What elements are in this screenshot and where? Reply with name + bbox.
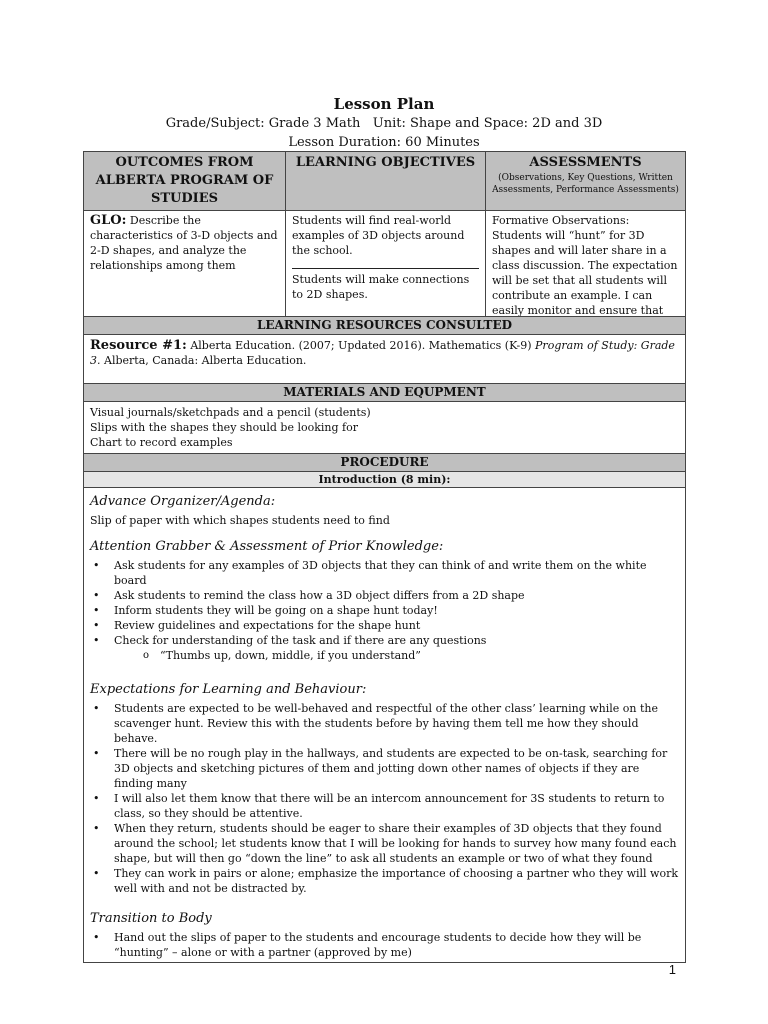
list-item: • They can work in pairs or alone; emphasize the importance of choosing a partner who they will work well with and not be distracted by. — [90, 866, 679, 896]
list-item: • Check for understanding of the task and if there are any questions — [90, 633, 679, 648]
advance-organizer-text: Slip of paper with which shapes students need to find — [90, 514, 390, 527]
resource-tail: Alberta, Canada: Alberta Education. — [104, 354, 307, 367]
materials-block — [84, 401, 685, 453]
glo-text: Describe the characteristics of 3-D objects and 2-D shapes, and analyze the relationships among them — [90, 214, 278, 272]
list-item: • Ask students for any examples of 3D objects that they can think of and write them on the white board — [90, 558, 679, 588]
list-item: • Students are expected to be well-behaved and respectful of the other class’ learning while on the scavenger hunt. Review this with the students before by having them tell me how they should behave. — [90, 701, 679, 746]
attention-sublist — [90, 648, 679, 663]
table-body-row — [84, 210, 685, 316]
assessments-cell: Formative Observations: Students will “hunt” for 3D shapes and will later share in a class discussion. The expectation will be set that all students will contribute an example. I can easily monitor and ensure that — [492, 214, 678, 316]
objectives-cell — [286, 211, 486, 316]
list-item: • I will also let them know that there will be an intercom announcement for 3S students to return to class, so they should be attentive. — [90, 791, 679, 821]
resources-heading: LEARNING RESOURCES CONSULTED — [84, 316, 685, 334]
objective-divider — [292, 268, 479, 269]
list-item: • There will be no rough play in the hallways, and students are expected to be on-task, searching for 3D objects and sketching pictures of them and jotting down other names of objects if they are finding many — [90, 746, 679, 791]
assessments-header-cell — [486, 152, 685, 210]
resource-text: Alberta Education. (2007; Updated 2016). Mathematics (K-9) — [190, 339, 532, 352]
list-item: • Ask students to remind the class how a 3D object differs from a 2D shape — [90, 588, 679, 603]
expectations-heading: Expectations for Learning and Behaviour: — [90, 682, 367, 697]
page-title: Lesson Plan — [333, 95, 435, 113]
page-number: 1 — [668, 962, 676, 977]
procedure-heading: PROCEDURE — [84, 453, 685, 471]
expectations-list — [90, 701, 679, 896]
outcomes-header: OUTCOMES FROM ALBERTA PROGRAM OF STUDIES — [84, 152, 286, 210]
list-item: • Inform students they will be going on a shape hunt today! — [90, 603, 679, 618]
table-header-row — [84, 152, 685, 210]
materials-item: Visual journals/sketchpads and a pencil (students) — [90, 406, 371, 419]
list-subitem: o “Thumbs up, down, middle, if you understand” — [90, 648, 679, 663]
assessments-subheader: (Observations, Key Questions, Written Assessments, Performance Assessments) — [492, 173, 679, 195]
materials-heading: MATERIALS AND EQUPMENT — [84, 383, 685, 401]
resource-label: Resource #1: — [90, 338, 187, 353]
introduction-heading: Introduction (8 min): — [84, 471, 685, 487]
subject-line: Grade/Subject: Grade 3 Math Unit: Shape and Space: 2D and 3D — [165, 116, 603, 131]
resources-block — [84, 334, 685, 383]
list-item: • Hand out the slips of paper to the students and encourage students to decide how they will be “hunting” – alone or with a partner (approved by me) — [90, 930, 679, 960]
transition-list — [90, 930, 679, 960]
lesson-plan-table — [83, 151, 686, 963]
objectives-header: LEARNING OBJECTIVES — [286, 152, 486, 210]
resource-title: Program of Study: Grade 3. — [90, 339, 675, 367]
materials-item: Slips with the shapes they should be looking for — [90, 421, 358, 434]
duration-line: Lesson Duration: 60 Minutes — [288, 135, 480, 150]
attention-grabber-heading: Attention Grabber & Assessment of Prior Knowledge: — [90, 539, 444, 554]
list-item: • Review guidelines and expectations for the shape hunt — [90, 618, 679, 633]
assessments-header: ASSESSMENTS — [529, 155, 642, 170]
objective-2: Students will make connections to 2D shapes. — [292, 273, 470, 301]
list-item: • When they return, students should be eager to share their examples of 3D objects that they found around the school; let students know that I will be looking for hands to survey how many found each shape, but will then go “down the line” to ask all students an example or two of what they found — [90, 821, 679, 866]
objective-1: Students will find real-world examples of 3D objects around the school. — [292, 214, 465, 257]
glo-label: GLO: — [90, 213, 127, 228]
transition-heading: Transition to Body — [90, 911, 212, 926]
outcomes-cell — [84, 211, 286, 316]
advance-organizer-heading: Advance Organizer/Agenda: — [90, 494, 276, 509]
attention-list — [90, 558, 679, 648]
document-header — [0, 94, 768, 152]
procedure-block — [84, 487, 685, 962]
materials-item: Chart to record examples — [90, 436, 233, 449]
